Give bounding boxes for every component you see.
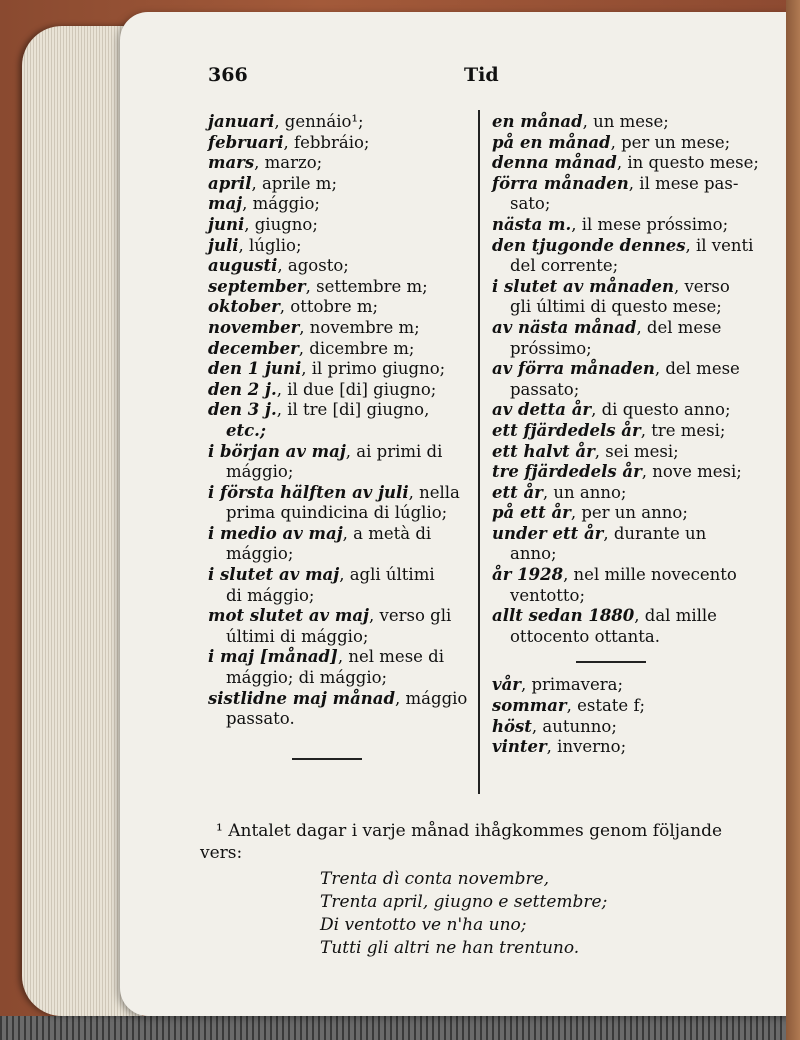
entry-line bbox=[208, 236, 464, 257]
entry-line bbox=[492, 194, 754, 215]
entry-line bbox=[492, 627, 754, 648]
entry-line bbox=[492, 318, 754, 339]
entry-line bbox=[492, 675, 754, 696]
swedish-term: i början av maj bbox=[208, 441, 346, 461]
footnote-line: vers: bbox=[200, 843, 243, 863]
swedish-term: förra månaden bbox=[492, 173, 629, 193]
entry-line bbox=[492, 737, 754, 758]
page-number: 366 bbox=[208, 64, 248, 86]
italian-translation: , il due [di] giugno; bbox=[276, 379, 437, 399]
italian-translation: , novembre m; bbox=[299, 317, 420, 337]
entry-line bbox=[208, 462, 464, 483]
entry-line bbox=[492, 442, 754, 463]
table-surface bbox=[0, 1016, 800, 1040]
italian-translation: anno; bbox=[510, 544, 557, 564]
swedish-term: år 1928 bbox=[492, 565, 564, 585]
swedish-term: vår bbox=[492, 675, 521, 695]
swedish-term: den tjugonde dennes bbox=[492, 235, 686, 255]
swedish-term: i slutet av maj bbox=[208, 565, 340, 585]
entry-line bbox=[492, 544, 754, 565]
entry-line bbox=[208, 586, 464, 607]
entry-line bbox=[208, 544, 464, 565]
running-header bbox=[0, 64, 800, 94]
italian-translation: , agli últimi bbox=[339, 565, 435, 585]
entry-line bbox=[492, 400, 754, 421]
swedish-term: den 2 j. bbox=[208, 379, 277, 399]
italian-translation: , nel mese di bbox=[337, 647, 445, 667]
swedish-term: mars bbox=[208, 153, 255, 173]
entry-line bbox=[492, 297, 754, 318]
entry-line bbox=[208, 421, 464, 442]
italian-translation: mággio; di mággio; bbox=[226, 668, 388, 688]
entry-line bbox=[492, 256, 754, 277]
entry-line bbox=[492, 586, 754, 607]
italian-translation: , ottobre m; bbox=[279, 297, 379, 317]
entry-line bbox=[208, 256, 464, 277]
italian-translation: , mággio bbox=[395, 688, 468, 708]
italian-translation: , verso gli bbox=[369, 606, 452, 626]
swedish-term: juni bbox=[208, 214, 245, 234]
italian-translation: , per un anno; bbox=[570, 503, 688, 523]
entry-line bbox=[208, 153, 464, 174]
entry-line bbox=[492, 133, 754, 154]
poem bbox=[320, 868, 760, 960]
swedish-term: i slutet av månaden bbox=[492, 276, 674, 296]
italian-translation: , di questo anno; bbox=[591, 400, 731, 420]
swedish-term: ett halvt år bbox=[492, 441, 595, 461]
section-rule bbox=[576, 661, 646, 663]
italian-translation: , il primo giugno; bbox=[301, 359, 446, 379]
swedish-term: december bbox=[208, 338, 299, 358]
italian-translation: , il mese pas- bbox=[628, 173, 739, 193]
entry-line bbox=[492, 717, 754, 738]
swedish-term: i medio av maj bbox=[208, 523, 343, 543]
italian-translation: , del mese bbox=[636, 317, 722, 337]
italian-translation: , in questo mese; bbox=[616, 153, 759, 173]
italian-translation: , nove mesi; bbox=[641, 462, 742, 482]
swedish-term: denna månad bbox=[492, 153, 617, 173]
swedish-term: av detta år bbox=[492, 400, 592, 420]
italian-translation: ottocento ottanta. bbox=[510, 626, 660, 646]
italian-translation: passato; bbox=[510, 379, 580, 399]
swedish-term: sistlidne maj månad bbox=[208, 688, 396, 708]
entry-line bbox=[208, 133, 464, 154]
swedish-term: nästa m. bbox=[492, 214, 572, 234]
italian-translation: , gennáio¹; bbox=[274, 112, 364, 131]
entry-line bbox=[208, 688, 468, 710]
swedish-term: den 1 juni bbox=[208, 359, 302, 379]
entry-line bbox=[492, 236, 754, 257]
italian-translation: , un mese; bbox=[582, 112, 669, 131]
page-title: Tid bbox=[464, 64, 499, 86]
italian-translation: , mággio; bbox=[242, 194, 320, 214]
swedish-term: den 3 j. bbox=[208, 400, 277, 420]
footnote bbox=[200, 820, 760, 960]
entry-line bbox=[208, 297, 464, 318]
swedish-term: maj bbox=[208, 194, 243, 214]
italian-translation: , autunno; bbox=[531, 716, 617, 736]
entry-line bbox=[208, 503, 464, 524]
italian-translation: mággio; bbox=[226, 462, 294, 482]
footnote-line: ¹ Antalet dagar i varje månad ihågkommes genom följande bbox=[216, 821, 723, 841]
italian-translation: , nel mille novecento bbox=[563, 565, 737, 585]
entry-line bbox=[208, 524, 464, 545]
entry-line bbox=[492, 462, 754, 483]
swedish-term: ett fjärdedels år bbox=[492, 420, 641, 440]
italian-translation: , un anno; bbox=[542, 482, 627, 502]
italian-translation: próssimo; bbox=[510, 338, 592, 358]
entry-line bbox=[492, 277, 754, 298]
italian-translation: passato. bbox=[226, 709, 295, 729]
entry-line bbox=[208, 442, 464, 463]
italian-translation: ventotto; bbox=[510, 585, 586, 605]
italian-translation: , a metà di bbox=[342, 523, 432, 543]
swedish-term: februari bbox=[208, 132, 284, 152]
entry-line bbox=[492, 174, 754, 195]
italian-translation: últimi di mággio; bbox=[226, 626, 369, 646]
italian-translation: , verso bbox=[673, 276, 730, 296]
italian-translation: , marzo; bbox=[254, 153, 323, 173]
swedish-term: mot slutet av maj bbox=[208, 606, 370, 626]
entry-line bbox=[492, 380, 754, 401]
right-column bbox=[492, 112, 759, 758]
swedish-term: januari bbox=[208, 112, 275, 131]
italian-translation: , dicembre m; bbox=[298, 338, 415, 358]
entry-line bbox=[492, 524, 754, 545]
swedish-term: november bbox=[208, 317, 300, 337]
italian-translation: , primavera; bbox=[520, 675, 624, 695]
swedish-term: ett år bbox=[492, 482, 543, 502]
swedish-term: sommar bbox=[492, 696, 567, 716]
entry-line bbox=[208, 359, 464, 380]
italian-translation: , dal mille bbox=[634, 606, 717, 626]
entry-line bbox=[208, 606, 464, 627]
entry-line bbox=[208, 194, 464, 215]
entry-line bbox=[492, 421, 754, 442]
swedish-term: en månad bbox=[492, 112, 583, 131]
swedish-term: på en månad bbox=[492, 132, 611, 152]
entry-line bbox=[492, 696, 754, 717]
italian-translation: , del mese bbox=[654, 359, 740, 379]
entry-line bbox=[492, 606, 754, 627]
entry-line bbox=[492, 503, 754, 524]
entry-line bbox=[492, 359, 754, 380]
entry-line bbox=[492, 153, 759, 174]
left-column bbox=[208, 112, 468, 772]
italian-translation: , nella bbox=[408, 482, 460, 502]
swedish-term: av förra månaden bbox=[492, 359, 655, 379]
entry-line bbox=[208, 483, 464, 504]
entry-line bbox=[208, 647, 464, 668]
entry-line bbox=[208, 627, 464, 648]
swedish-term: höst bbox=[492, 716, 532, 736]
italian-translation: , inverno; bbox=[546, 737, 627, 757]
right-binding bbox=[786, 0, 800, 1040]
swedish-term: juli bbox=[208, 235, 239, 255]
entry-line bbox=[492, 339, 754, 360]
entry-line bbox=[492, 565, 754, 586]
italian-translation: , durante un bbox=[603, 523, 707, 543]
entry-line bbox=[208, 112, 464, 133]
entry-line bbox=[208, 174, 464, 195]
italian-translation: prima quindicina di lúglio; bbox=[226, 503, 448, 523]
swedish-term: oktober bbox=[208, 297, 280, 317]
entry-line bbox=[492, 483, 754, 504]
swedish-term: september bbox=[208, 276, 306, 296]
italian-translation: , estate f; bbox=[566, 696, 646, 716]
swedish-term: i första hälften av juli bbox=[208, 482, 409, 502]
entry-line bbox=[208, 215, 464, 236]
section-rule bbox=[292, 758, 362, 760]
swedish-term: etc.; bbox=[226, 420, 267, 440]
italian-translation: mággio; bbox=[226, 544, 294, 564]
italian-translation: gli últimi di questo mese; bbox=[510, 297, 722, 317]
swedish-term: av nästa månad bbox=[492, 317, 637, 337]
entry-line bbox=[492, 112, 754, 133]
italian-translation: sato; bbox=[510, 194, 551, 214]
italian-translation: , giugno; bbox=[244, 214, 318, 234]
swedish-term: tre fjärdedels år bbox=[492, 462, 642, 482]
italian-translation: del corrente; bbox=[510, 256, 619, 276]
poem-line: Tutti gli altri ne han trentuno. bbox=[320, 938, 580, 958]
swedish-term: allt sedan 1880 bbox=[492, 606, 635, 626]
italian-translation: , ai primi di bbox=[345, 441, 443, 461]
swedish-term: på ett år bbox=[492, 503, 571, 523]
italian-translation: , settembre m; bbox=[305, 276, 428, 296]
italian-translation: , lúglio; bbox=[238, 235, 302, 255]
swedish-term: vinter bbox=[492, 737, 547, 757]
entry-line bbox=[208, 277, 464, 298]
poem-line: Trenta april, giugno e settembre; bbox=[320, 892, 608, 912]
swedish-term: april bbox=[208, 173, 252, 193]
entry-line bbox=[208, 339, 464, 360]
entry-line bbox=[208, 318, 464, 339]
poem-line: Di ventotto ve n'ha uno; bbox=[320, 915, 527, 935]
italian-translation: , tre mesi; bbox=[640, 420, 726, 440]
italian-translation: di mággio; bbox=[226, 585, 315, 605]
swedish-term: i maj [månad] bbox=[208, 647, 338, 667]
entry-line bbox=[208, 400, 464, 421]
italian-translation: , aprile m; bbox=[251, 173, 338, 193]
italian-translation: , sei mesi; bbox=[594, 441, 679, 461]
italian-translation: , per un mese; bbox=[610, 132, 731, 152]
swedish-term: augusti bbox=[208, 256, 278, 276]
column-divider bbox=[478, 110, 480, 794]
italian-translation: , il mese próssimo; bbox=[571, 214, 729, 234]
swedish-term: under ett år bbox=[492, 523, 604, 543]
italian-translation: , febbráio; bbox=[283, 132, 370, 152]
italian-translation: , il tre [di] giugno, bbox=[276, 400, 430, 420]
italian-translation: , agosto; bbox=[277, 256, 349, 276]
entry-line bbox=[492, 215, 754, 236]
entry-line bbox=[208, 380, 464, 401]
italian-translation: , il venti bbox=[685, 235, 754, 255]
poem-line: Trenta dì conta novembre, bbox=[320, 869, 550, 889]
entry-line bbox=[208, 668, 464, 689]
entry-line bbox=[208, 709, 464, 730]
entry-line bbox=[208, 565, 464, 586]
